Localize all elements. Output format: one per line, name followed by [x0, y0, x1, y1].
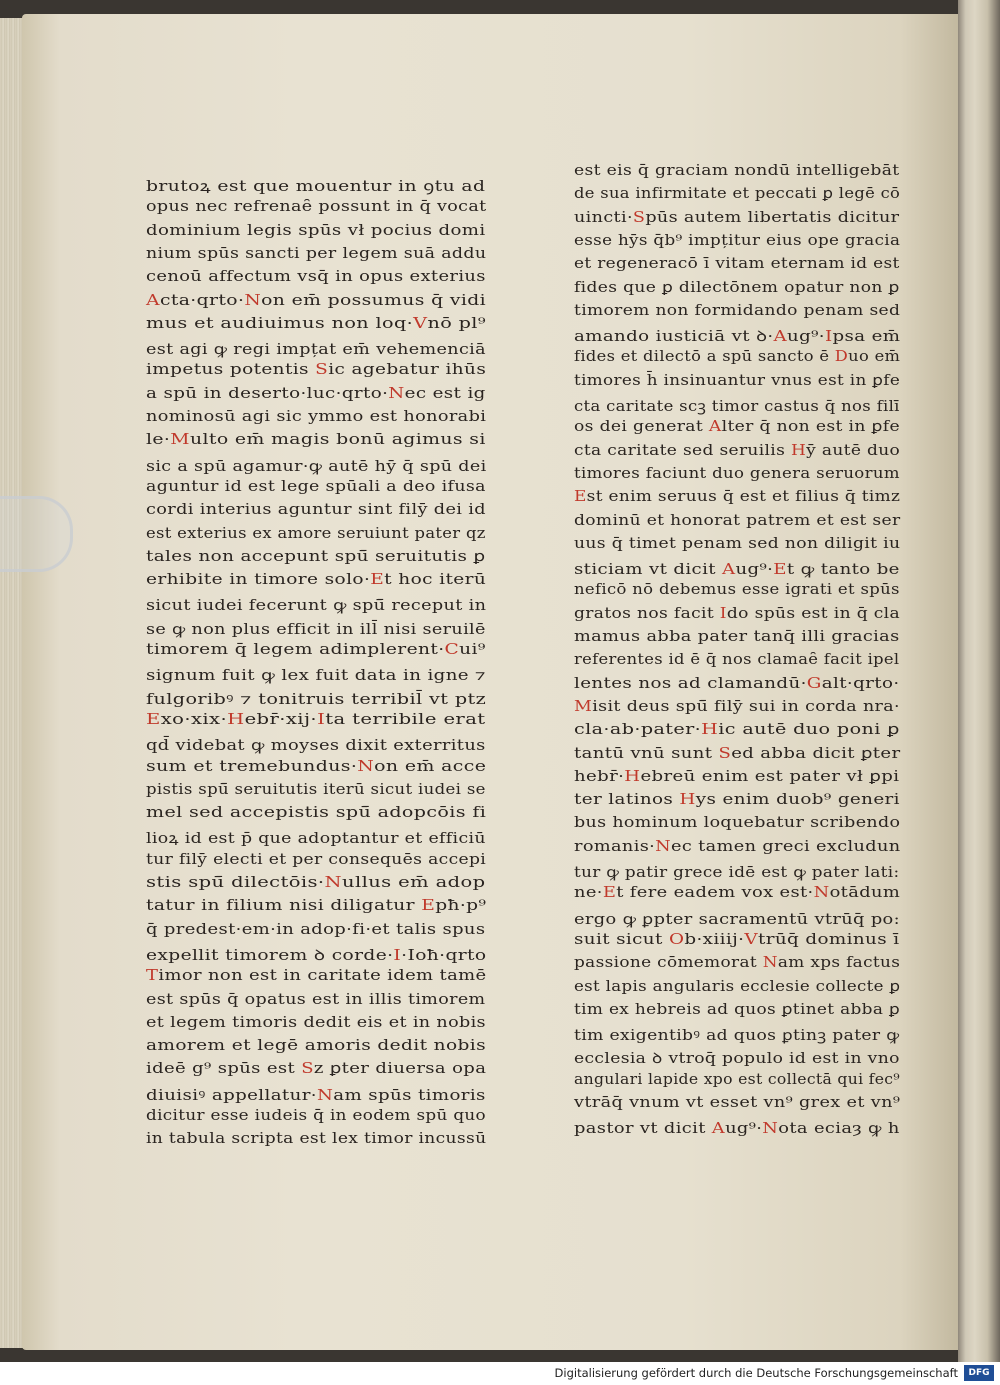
text-line: cla·ab·pater·Hic autē duo poni ꝑ [574, 722, 900, 739]
text-line: Misit deus spū̄ filȳ sui in corda nra· [574, 698, 900, 715]
text-line: nium spūs sancti per legem suā addu [146, 245, 487, 262]
text-line: erhibite in timore solo·Et hoc iterū [146, 572, 487, 589]
text-line: amando iusticiā vt ꝺ·Aug⁹·Ipsa em̄ [574, 329, 901, 346]
text-line: sicut iudei fecerunt ꝙ spū̄ receput in [146, 598, 487, 615]
text-line: dominū et honorat patrem et est ser [574, 512, 901, 529]
text-line: hebr̄·Hebreū enim est pater vł ꝑpi [574, 768, 900, 785]
digitization-footer [0, 1362, 1000, 1385]
text-line: ecclesia ꝺ vtroq̄ populo id est in vno [574, 1051, 900, 1068]
text-line: se ꝙ non plus efficit in ill̄ nisi seruilē [146, 621, 486, 638]
text-line: sum et tremebundus·Non em̄ acce [146, 758, 487, 775]
text-line: timores faciunt duo genera seruorum [574, 465, 900, 482]
text-line: sticiam vt dicit Aug⁹·Et ꝙ tanto be [574, 562, 900, 579]
text-line: lentes nos ad clamandū·Galt·qrto· [574, 675, 900, 692]
text-line: opus nec refrenaȇ possunt in q̄ vocat [146, 199, 487, 216]
text-line: angulari lapide xpo est collectā qui fec⁹ [574, 1071, 900, 1088]
text-line: Acta·qrto·Non em̄ possumus q̄ vidi [146, 292, 486, 309]
text-line: le·Multo em̄ magis bonū agimus si [146, 432, 486, 449]
text-line: expellit timorem ꝺ corde·I·Ioħ·qrto [146, 947, 487, 964]
text-line: cta caritate scꝫ timor castus q̄ nos filī [574, 399, 900, 415]
text-line: timorem q̄ legem adimplerent·Cui⁹ [146, 642, 486, 658]
text-line: stis spū̄ dilectōis·Nullus em̄ adop [146, 875, 486, 891]
text-line: passione cōmemorat Nam xps factus [574, 955, 901, 972]
text-line: ne·Et fere eadem vox est·Notādum [574, 885, 901, 902]
text-line: est lapis angularis ecclesie collecte ꝑ [574, 978, 901, 995]
text-line: fides que ꝑ dilectōnem opatur non ꝑ [574, 279, 900, 296]
text-line: os dei generat Alter q̄ non est in ꝑfe [574, 419, 900, 436]
text-line: lioꝝ id est p̄ que adoptantur et efficiū [146, 831, 486, 848]
text-line: tales non accepunt spū̄ seruitutis ꝑ [146, 548, 486, 565]
text-line: brutoꝝ est que mouentur in ꝯtu ad [146, 179, 486, 195]
text-line: Timor non est in caritate idem tamē [146, 968, 487, 985]
book-page [22, 14, 966, 1350]
text-line: ergo ꝙ ꝑpter sacramentū vtrūq̄ po: [574, 911, 900, 928]
text-line: pastor vt dicit Aug⁹·Nota eciaȝ ꝙ h [574, 1121, 900, 1138]
text-line: impetus potentis Sic agebatur ihūs [146, 362, 487, 379]
text-line: mel sed accepistis spū̄ adopcōis fi [146, 805, 487, 822]
text-line: bus hominum loquebatur scribendo [574, 815, 901, 832]
text-line: nominosū agi sic ymmo est honorabi [146, 409, 487, 425]
text-line: signum fuit ꝙ lex fuit data in igne ⁊ [146, 668, 486, 685]
text-line: q̄ predest·em·in adop·fi·et talis spus [146, 921, 486, 938]
text-line: mamus abba pater tanq̄ illi gracias [574, 629, 900, 645]
text-line: tur ꝙ patir grece idē est ꝙ pater lati: [574, 865, 900, 881]
text-line: esse hȳs q̄b⁹ impțitur eius ope gracia [574, 232, 901, 249]
dfg-logo: DFG [964, 1365, 994, 1381]
text-line: dominium legis spūs vł pocius domi [146, 222, 486, 239]
funding-credit-text: Digitalisierung gefördert durch die Deutsche Forschungsgemeinschaft [554, 1366, 958, 1380]
text-line: timorem non formidando penam sed [574, 302, 901, 319]
right-page-edges [958, 0, 1000, 1362]
text-line: est agi ꝙ regi impțat em̄ vehemenciā [146, 342, 486, 359]
text-line: de sua infirmitate et peccati ꝑ legē cō [574, 186, 901, 203]
text-line: mus et audiuimus non loq·Vnō pl⁹ [146, 315, 486, 332]
text-line: ideē g⁹ spūs est Sz ꝑter diuersa opa [146, 1061, 487, 1078]
text-line: est spūs q̄ opatus est in illis timorem [146, 991, 486, 1008]
text-line: uincti·Spūs autem libertatis dicitur [574, 209, 900, 226]
text-line: cenoū affectum vsq̄ in opus exterius [146, 269, 486, 286]
text-line: pistis spū̄ seruitutis iterū sicut iudei se [146, 781, 486, 798]
text-line: dicitur esse iudeis q̄ in eodem spū quo [146, 1108, 486, 1124]
text-line: fides et dilectō a spū sancto ē Duo em̄ [574, 349, 901, 366]
text-line: sic a spū agamur·ꝙ autē hȳ q̄ spū dei [146, 458, 487, 475]
text-line: tur filȳ electi et per consequēs accepi [146, 851, 487, 868]
text-line: amorem et legē amoris dedit nobis [146, 1038, 486, 1055]
text-line: fulgoribꝰ ⁊ tonitruis terribil̄ vt ptz [146, 691, 487, 708]
text-line: tatur in filium nisi diligatur Epħ·p⁹ [146, 898, 487, 915]
text-line: timores h̄ insinuantur vnus est in ꝑfe [574, 372, 901, 389]
text-line: suit sicut Ob·xiiij·Vtrūq̄ dominus ī [574, 931, 900, 948]
text-line: Est enim seruus q̄ est et filius q̄ timz [574, 489, 901, 506]
text-line: uus q̄ timet penam sed non diligit iu [574, 535, 901, 552]
text-line: a spū in deserto·luc·qrto·Nec est ig [146, 385, 486, 402]
text-line: ter latinos Hys enim duob⁹ generi [574, 792, 900, 809]
text-line: tim exigentibꝰ ad quos ꝑtinꝫ pater ꝙ [574, 1028, 900, 1045]
text-line: tantū vnū sunt Sed abba dicit ꝑter [574, 745, 901, 762]
text-line: diuisiꝰ appellatur·Nam spūs timoris [146, 1087, 486, 1104]
text-line: cta caritate sed seruilis Hȳ autē duo [574, 442, 901, 459]
text-line: romanis·Nec tamen greci excludun [574, 838, 901, 855]
text-line: et legem timoris dedit eis et in nobis [146, 1014, 486, 1031]
text-line: et regeneracō ī vitam eternam id est [574, 256, 900, 273]
text-line: est exterius ex amore seruiunt pater qz [146, 525, 486, 542]
text-line: in tabula scripta est lex timor incussū [146, 1131, 487, 1148]
text-line: Exo·xix·Hebr̄·xij·Ita terribile erat [146, 711, 486, 728]
text-line: referentes id ē q̄ nos clamaȇ facit ipel [574, 652, 900, 669]
text-line: vtrāq̄ vnum vt esset vn⁹ grex et vn⁹ [574, 1095, 901, 1111]
text-line: est eis q̄ graciam nondū intelligebāt [574, 163, 900, 179]
text-line: aguntur id est lege spūali a deo ifusa [146, 478, 486, 495]
text-line: cordi interius aguntur sint filȳ dei id [146, 502, 486, 519]
text-line: qd̄ videbat ꝙ moyses dixit exterritus [146, 738, 486, 755]
text-line: gratos nos facit Ido spūs est in q̄ cla [574, 605, 900, 622]
ribbon-bookmark [0, 496, 73, 572]
text-line: neficō nō debemus esse igrati et spūs [574, 582, 900, 599]
text-line: tim ex hebreis ad quos ꝑtinet abba ꝑ [574, 1001, 901, 1018]
